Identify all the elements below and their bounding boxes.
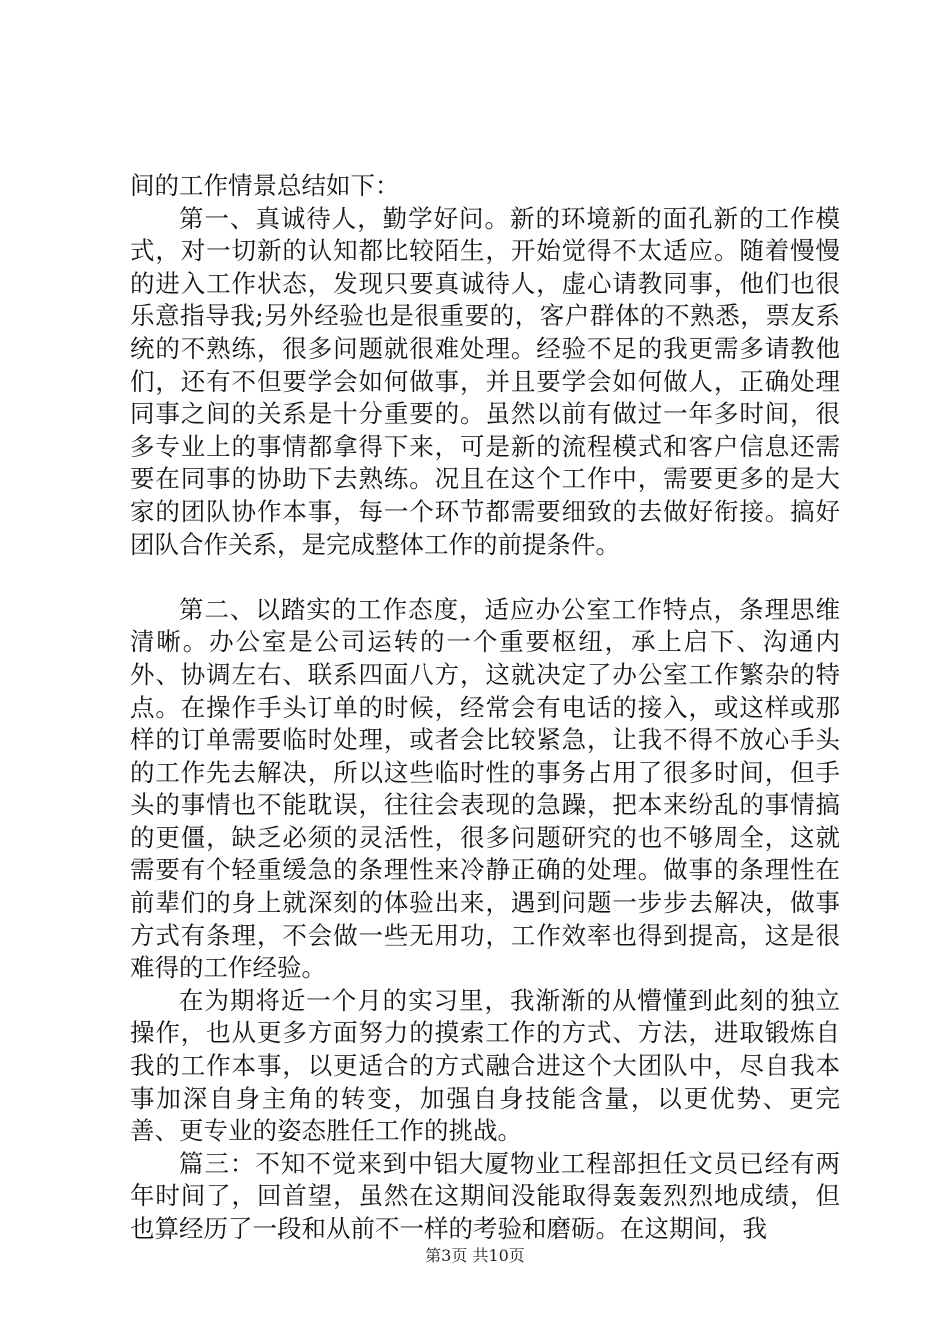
paragraph-internship-summary: 在为期将近一个月的实习里，我渐渐的从懵懂到此刻的独立操作，也从更多方面努力的摸索工作的方式、方法，进取锻炼自我的工作本事，以更适合的方式融合进这个大团队中，尽自我本事加深自身主角的转变，加强自身技能含量，以更优势、更完善、更专业的姿态胜任工作的挑战。 bbox=[130, 985, 840, 1146]
page-footer: 第3页 共10页 bbox=[425, 1246, 525, 1265]
paragraph-continuation: 间的工作情景总结如下： bbox=[130, 171, 400, 200]
paragraph-article-three: 篇三：不知不觉来到中铝大厦物业工程部担任文员已经有两年时间了，回首望，虽然在这期间没能取得轰轰烈烈地成绩，但也算经历了一段和从前不一样的考验和磨砺。在这期间，我 bbox=[130, 1148, 840, 1243]
paragraph-first-point: 第一、真诚待人，勤学好问。新的环境新的面孔新的工作模式，对一切新的认知都比较陌生，开始觉得不太适应。随着慢慢的进入工作状态，发现只要真诚待人，虚心请教同事，他们也很乐意指导我;另外经验也是很重要的，客户群体的不熟悉，票友系统的不熟练，很多问题就很难处理。经验不足的我更需多请教他们，还有不但要学会如何做事，并且要学会如何做人，正确处理同事之间的关系是十分重要的。虽然以前有做过一年多时间，很多专业上的事情都拿得下来，可是新的流程模式和客户信息还需要在同事的协助下去熟练。况且在这个工作中，需要更多的是大家的团队协作本事，每一个环节都需要细致的去做好衔接。搞好团队合作关系，是完成整体工作的前提条件。 bbox=[130, 203, 840, 559]
paragraph-second-point: 第二、以踏实的工作态度，适应办公室工作特点，条理思维清晰。办公室是公司运转的一个重要枢纽，承上启下、沟通内外、协调左右、联系四面八方，这就决定了办公室工作繁杂的特点。在操作手头订单的时候，经常会有电话的接入，或这样或那样的订单需要临时处理，或者会比较紧急，让我不得不放心手头的工作先去解决，所以这些临时性的事务占用了很多时间，但手头的事情也不能耽误，往往会表现的急躁，把本来纷乱的事情搞的更僵，缺乏必须的灵活性，很多问题研究的也不够周全，这就需要有个轻重缓急的条理性来冷静正确的处理。做事的条理性在前辈们的身上就深刻的体验出来，遇到问题一步步去解决，做事方式有条理，不会做一些无用功，工作效率也得到提高，这是很难得的工作经验。 bbox=[130, 594, 840, 983]
document-body bbox=[130, 170, 840, 1246]
